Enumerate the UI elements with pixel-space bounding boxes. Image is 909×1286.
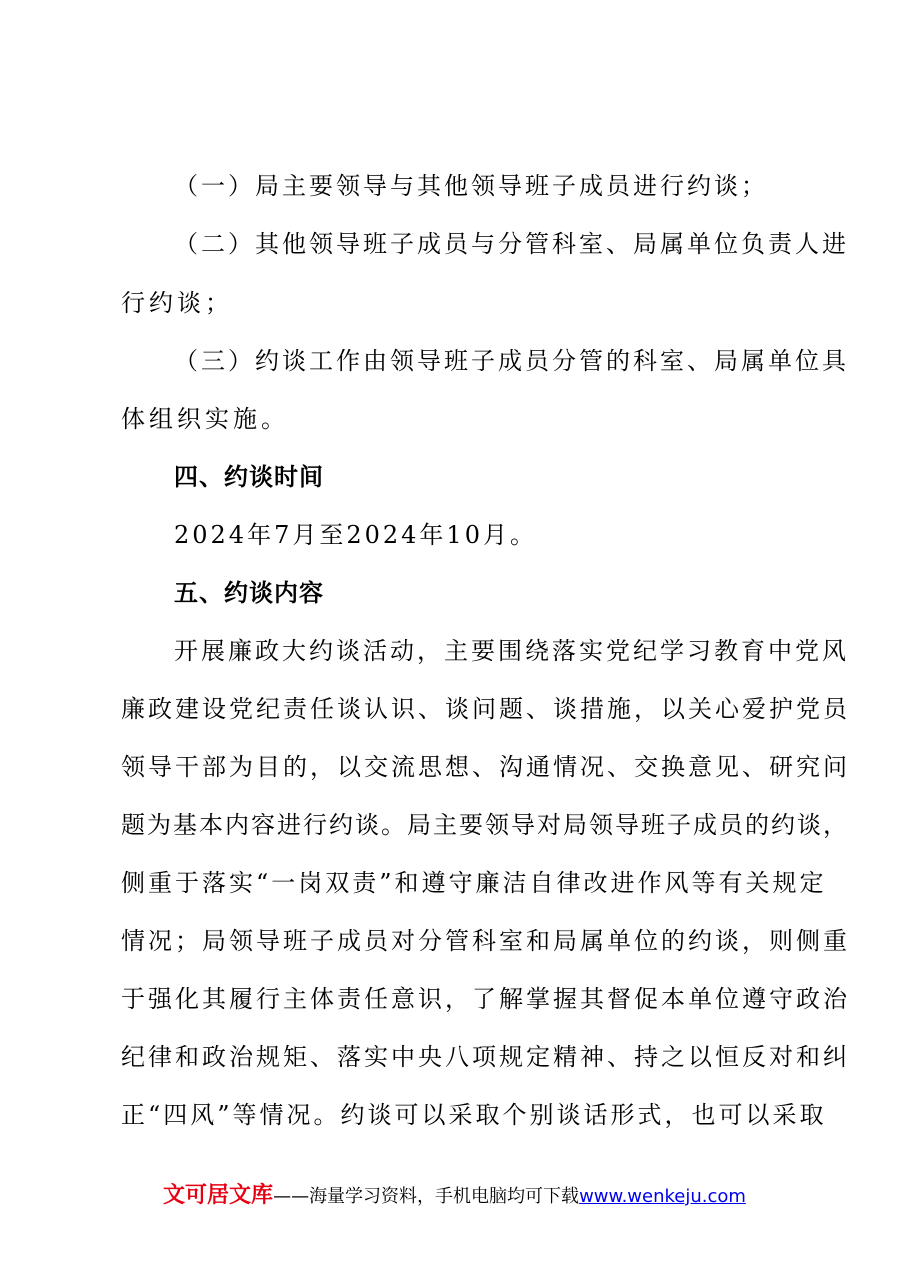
paragraph-line-4: （三）约谈工作由领导班子成员分管的科室、局属单位具 [174, 347, 849, 375]
footer-banner [0, 1181, 909, 1212]
paragraph-line-9: 开展廉政大约谈活动，主要围绕落实党纪学习教育中党风 [174, 637, 849, 665]
paragraph-line-5: 体组织实施。 [121, 405, 289, 433]
paragraph-line-14: 情况；局领导班子成员对分管科室和局属单位的约谈，则侧重 [121, 927, 850, 955]
footer-slogan: ——海量学习资料，手机电脑均可下载 [273, 1186, 580, 1207]
paragraph-line-3: 行约谈； [121, 289, 233, 317]
paragraph-line-15: 于强化其履行主体责任意识，了解掌握其督促本单位遵守政治 [121, 985, 850, 1013]
paragraph-line-13: 侧重于落实“一岗双责”和遵守廉洁自律改进作风等有关规定 [121, 869, 827, 897]
paragraph-line-16: 纪律和政治规矩、落实中央八项规定精神、持之以恒反对和纠 [121, 1043, 850, 1071]
paragraph-line-17: 正“四风”等情况。约谈可以采取个别谈话形式，也可以采取 [121, 1101, 827, 1129]
paragraph-line-2: （二）其他领导班子成员与分管科室、局属单位负责人进 [174, 230, 849, 258]
paragraph-line-11: 领导干部为目的，以交流思想、沟通情况、交换意见、研究问 [121, 753, 850, 781]
section-heading-time: 四、约谈时间 [174, 463, 324, 491]
paragraph-line-date: 2024年7月至2024年10月。 [174, 521, 537, 549]
section-heading-content: 五、约谈内容 [174, 579, 324, 607]
footer-brand: 文可居文库 [163, 1183, 274, 1208]
paragraph-line-10: 廉政建设党纪责任谈认识、谈问题、谈措施，以关心爱护党员 [121, 695, 850, 723]
paragraph-line-1: （一）局主要领导与其他领导班子成员进行约谈； [174, 172, 768, 200]
paragraph-line-12: 题为基本内容进行约谈。局主要领导对局领导班子成员的约谈， [121, 811, 849, 839]
footer-website-link[interactable]: www.wenkeju.com [579, 1186, 746, 1207]
